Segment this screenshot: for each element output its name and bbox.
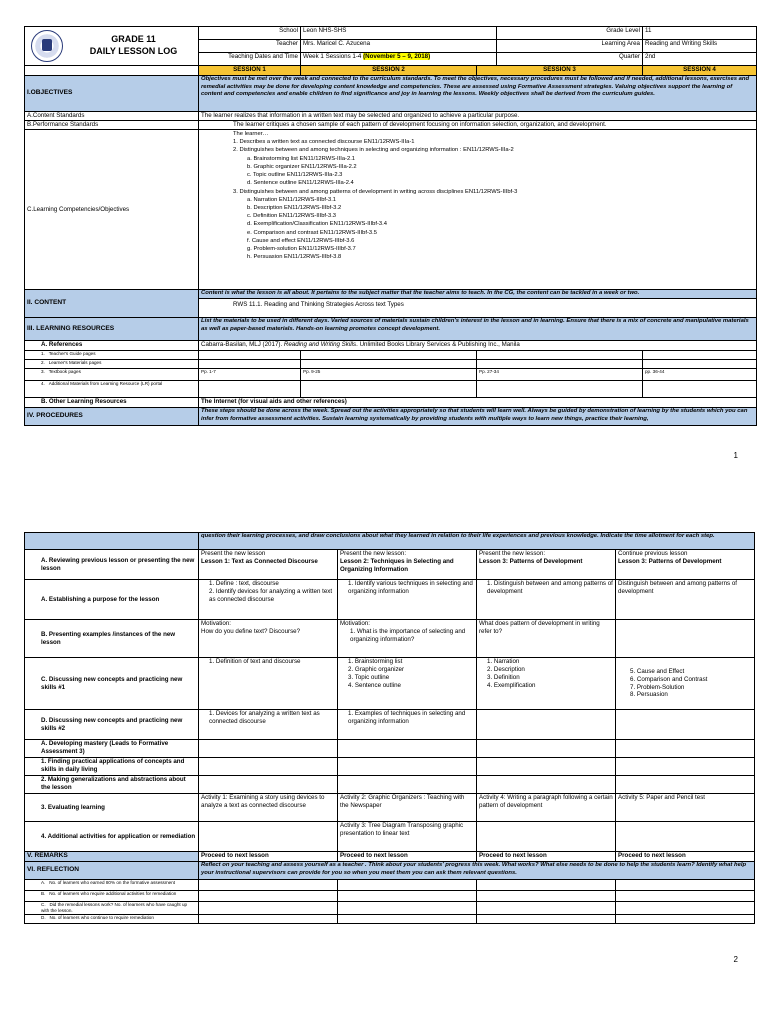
other-resources-value: The Internet (for visual aids and other references) [199, 398, 757, 408]
session-2-header: SESSION 2 [301, 66, 477, 76]
reflection-a-s1 [199, 880, 338, 891]
examples-s1 [199, 620, 338, 658]
discuss-1-s3 [477, 658, 616, 710]
remarks-s2: Proceed to next lesson [338, 852, 477, 862]
textbook-pages-s3: Pp. 27-34 [477, 369, 643, 381]
procedures-label: IV. PROCEDURES [25, 408, 199, 426]
reflection-item-a-num: A. [41, 880, 46, 885]
generalize-s4 [616, 776, 755, 794]
content-value: RWS 11.1. Reading and Thinking Strategies Across text Types [233, 300, 404, 308]
school-value: Leon NHS-SHS [301, 27, 497, 40]
competencies-label: C.Learning Competencies/Objectives [25, 130, 199, 290]
competency-item: g. Problem-solution EN11/12RWS-IIIbf-3.7 [247, 246, 356, 253]
discuss-2-s2 [338, 710, 477, 740]
discuss-2-s4 [616, 710, 755, 740]
discuss-1-s4-item: 6. Comparison and Contrast [630, 675, 708, 683]
content-standards-value: The learner realizes that information in a written text may be selected and organized to achieve a particular purpose. [199, 112, 757, 121]
reflection-b-s1 [199, 891, 338, 902]
procedures-note-cont: question their learning processes, and draw conclusions about what they learned in relation to their life experiences and previous knowledge. Indicate the time allotment for each step. [199, 533, 755, 550]
references-value [199, 341, 757, 351]
teachers-guide-s2 [301, 351, 477, 360]
reflection-item-a-text: No. of learners who earned 80% on the formative assessment [49, 880, 176, 885]
header-logo-title-cell [25, 27, 199, 66]
reflection-c-s1 [199, 902, 338, 915]
competency-item: 2. Distinguishes between and among techniques in selecting and organizing information : EN11/12RWS-IIIa-2 [233, 147, 514, 154]
purpose-s2 [338, 580, 477, 620]
reflection-a-s3 [477, 880, 616, 891]
evaluate-s1: Activity 1: Examining a story using devices to analyze a text as connected discourse [199, 794, 338, 822]
textbook-pages-s1: Pp. 1-7 [199, 369, 301, 381]
purpose-label: A. Establishing a purpose for the lesson [25, 580, 199, 620]
discuss-2-label: D. Discussing new concepts and practicing new skills #2 [25, 710, 199, 740]
reflection-d-s1 [199, 914, 338, 923]
mastery-s4 [616, 740, 755, 758]
session-blank-cell [25, 66, 199, 76]
additional-materials-s4 [643, 381, 757, 398]
learners-materials-num: 2. [41, 360, 45, 365]
reflection-label: VI. REFLECTION [25, 862, 199, 880]
competency-item: f. Cause and effect EN11/12RWS-IIIbf-3.6 [247, 237, 355, 244]
reviewing-s2-line: Present the new lesson: [340, 550, 407, 557]
additional-materials-s3 [477, 381, 643, 398]
reviewing-label: A. Reviewing previous lesson or presenting the new lesson [25, 550, 199, 580]
additional-materials-label [25, 381, 199, 398]
discuss-1-s3-item: 4. Exemplification [487, 681, 536, 689]
references-publisher: . Unlimited Books Library Services & Publishing Inc., Manila [356, 341, 520, 348]
grade-title: GRADE 11 [111, 34, 156, 45]
reflection-item-b-num: B. [41, 891, 46, 896]
reviewing-s3 [477, 550, 616, 580]
discuss-1-s4-item: 8. Persuasion [630, 691, 668, 699]
additional-s4 [616, 822, 755, 852]
reflection-item-c-text: Did the remedial lessons work? No. of learners who have caught up with the lesson. [41, 902, 188, 913]
discuss-1-s4-item: 7. Problem-Solution [630, 683, 685, 691]
additional-label: 4. Additional activities for application or remediation [25, 822, 199, 852]
competency-item: e. Comparison and contrast EN11/12RWS-IIIbf-3.5 [247, 229, 377, 236]
references-book-title: Reading and Writing Skills [283, 341, 357, 348]
reflection-d-s2 [338, 914, 477, 923]
performance-standards-label: B.Performance Standards [25, 121, 199, 130]
mastery-s3 [477, 740, 616, 758]
reflection-c-s3 [477, 902, 616, 915]
reflection-item-c-num: C. [41, 902, 46, 907]
mastery-s2 [338, 740, 477, 758]
reviewing-s3-line: Present the new lesson: [479, 550, 546, 557]
reflection-item-d [25, 914, 199, 923]
finding-label: 1. Finding practical applications of concepts and skills in daily living [25, 758, 199, 776]
reflection-item-a [25, 880, 199, 891]
reflection-b-s3 [477, 891, 616, 902]
competency-item: d. Sentence outline EN11/12RWS-IIIa-2.4 [247, 180, 354, 187]
competency-item: b. Description EN11/12RWS-IIIbf-3.2 [247, 204, 342, 211]
examples-s4 [616, 620, 755, 658]
learners-materials-s1 [199, 360, 301, 369]
reflection-note: Reflect on your teaching and assess yourself as a teacher . Think about your students' progress this week. What works? What else needs to be done to help the students learn? Identify what help your instructional supervisors can provide for you so when you meet them you can ask them relevant questions. [199, 862, 755, 880]
reviewing-s4 [616, 550, 755, 580]
discuss-1-s2-item: 1. Brainstorming list [348, 658, 403, 665]
discuss-1-s2-item: 4. Sentence outline [348, 681, 401, 689]
reflection-c-s2 [338, 902, 477, 915]
generalize-label: 2. Making generalizations and abstractions about the lesson [25, 776, 199, 794]
teachers-guide-s3 [477, 351, 643, 360]
reflection-b-s2 [338, 891, 477, 902]
finding-s1 [199, 758, 338, 776]
content-cell [199, 290, 757, 318]
competency-item: a. Narration EN11/12RWS-IIIbf-3.1 [247, 196, 337, 203]
examples-label: B. Presenting examples /instances of the new lesson [25, 620, 199, 658]
textbook-pages-text: Textbook pages [48, 369, 81, 374]
examples-s1-line: How do you define text? Discourse? [201, 627, 301, 635]
procedures-note: These steps should be done across the week. Spread out the activities appropriately so that students will learn well. Always be guided by demonstration of learning by the students which you can infer from formative assessment activities. Sustain learning systematically by providing students with multiple ways to learn new things, practice their learning, [199, 408, 757, 426]
evaluate-label: 3. Evaluating learning [25, 794, 199, 822]
quarter-value: 2nd [643, 53, 757, 66]
purpose-s3-item: 1. Distinguish between and among patterns of development [487, 580, 613, 595]
remarks-s4: Proceed to next lesson [616, 852, 755, 862]
purpose-s1 [199, 580, 338, 620]
additional-materials-s2 [301, 381, 477, 398]
evaluate-s2: Activity 2: Graphic Organizers : Teaching with the Newspaper [338, 794, 477, 822]
reviewing-s1 [199, 550, 338, 580]
competency-item: 1. Describes a written text as connected discourse EN11/12RWS-IIIa-1 [233, 139, 415, 146]
generalize-s2 [338, 776, 477, 794]
remarks-s3: Proceed to next lesson [477, 852, 616, 862]
competency-item: c. Definition EN11/12RWS-IIIbf-3.3 [247, 213, 337, 220]
teaching-dates-label: Teaching Dates and Time [199, 53, 301, 66]
learners-materials-s4 [643, 360, 757, 369]
reflection-item-b [25, 891, 199, 902]
grade-level-value: 11 [643, 27, 757, 40]
learning-resources-note: List the materials to be used in different days. Varied sources of materials sustain children's interest in the lesson and in learning. Ensure that there is a mix of concrete and manipulative materials as well as paper-based materials. Hands-on learning promotes concept development. [199, 318, 757, 341]
reflection-d-s4 [616, 914, 755, 923]
teachers-guide-label [25, 351, 199, 360]
reviewing-s2 [338, 550, 477, 580]
textbook-pages-num: 3. [41, 369, 45, 374]
learning-area-value: Reading and Writing Skills [643, 40, 757, 53]
page-2 [24, 532, 754, 924]
competency-item: h. Persuasion EN11/12RWS-IIIbf-3.8 [247, 254, 342, 261]
reflection-item-b-text: No. of learners who require additional activities for remediation [49, 891, 177, 896]
page-number-2: 2 [733, 955, 738, 964]
examples-s2-line: Motivation: [340, 620, 370, 627]
lesson-log-table-page-2 [24, 532, 755, 924]
discuss-1-s2-item: 2. Graphic organizer [348, 665, 405, 673]
references-author: Cabarra-Basilan, MLJ (2017). [201, 341, 284, 348]
reviewing-s1-lesson: Lesson 1: Text as Connected Discourse [201, 557, 318, 565]
objectives-note: Objectives must be met over the week and connected to the curriculum standards. To meet the objectives, necessary procedures must be followed and if needed, additional lessons, exercises and remedial activities may be done for developing content knowledge and competencies. These are assessed using Formative Assessment strategies. Valuing objectives support the learning of content and competencies and enable children to find significance and joy in learning the lessons. Weekly objectives shall be derived from the curriculum guides. [199, 76, 757, 112]
mastery-label: A. Developing mastery (Leads to Formative Assessment 3) [25, 740, 199, 758]
purpose-s3 [477, 580, 616, 620]
reflection-c-s4 [616, 902, 755, 915]
learners-materials-text: Learner's Materials pages [48, 360, 102, 365]
teaching-dates-text: Week 1 Sessions 1-4 [303, 53, 364, 60]
remarks-label: V. REMARKS [25, 852, 199, 862]
textbook-pages-s2: Pp. 9-25 [301, 369, 477, 381]
examples-s3 [477, 620, 616, 658]
page-1 [24, 26, 754, 426]
purpose-s4-item: Distinguish between and among patterns of development [618, 580, 738, 595]
deped-seal-icon [31, 30, 63, 62]
textbook-pages-label [25, 369, 199, 381]
finding-s2 [338, 758, 477, 776]
daily-lesson-log-title: DAILY LESSON LOG [89, 46, 178, 56]
finding-s3 [477, 758, 616, 776]
reviewing-s4-lesson: Lesson 3: Patterns of Development [618, 557, 722, 565]
additional-materials-num: 4. [41, 381, 45, 386]
evaluate-s3: Activity 4: Writing a paragraph following a certain pattern of development [477, 794, 616, 822]
references-label: A. References [25, 341, 199, 351]
examples-s3-line: What does pattern of development in writing refer to? [479, 620, 600, 635]
competencies-cell [199, 130, 757, 290]
competency-item: d. Exemplification/Classification EN11/12RWS-IIIbf-3.4 [247, 221, 387, 228]
performance-standards-value: The learner critiques a chosen sample of each pattern of development focusing on information selection, organization, and development. [199, 121, 757, 130]
discuss-1-s1-item: 1. Definition of text and discourse [209, 658, 301, 665]
competency-item: a. Brainstorming list EN11/12RWS-IIIa-2.1 [247, 155, 356, 162]
other-resources-label: B. Other Learning Resources [25, 398, 199, 408]
discuss-1-s3-item: 2. Description [487, 665, 525, 673]
learners-materials-s2 [301, 360, 477, 369]
grade-level-label: Grade Level [497, 27, 643, 40]
examples-s2-line: 1. What is the importance of selecting and organizing information? [350, 627, 466, 643]
additional-s1 [199, 822, 338, 852]
procedures-cont-blank [25, 533, 199, 550]
learning-resources-label: III. LEARNING RESOURCES [25, 318, 199, 341]
discuss-1-s2 [338, 658, 477, 710]
discuss-1-s4 [616, 658, 755, 710]
examples-s1-line: Motivation: [201, 620, 231, 627]
reflection-d-s3 [477, 914, 616, 923]
discuss-1-s4-item: 5. Cause and Effect [630, 667, 685, 675]
competency-item: b. Graphic organizer EN11/12RWS-IIIa-2.2 [247, 163, 357, 170]
teachers-guide-s4 [643, 351, 757, 360]
reflection-a-s2 [338, 880, 477, 891]
learners-materials-label [25, 360, 199, 369]
additional-materials-text: Additional Materials from Learning Resource (LR) portal [48, 381, 163, 386]
reflection-item-c [25, 902, 199, 915]
reviewing-s1-line: Present the new lesson [201, 550, 266, 557]
finding-s4 [616, 758, 755, 776]
discuss-1-s3-item: 3. Definition [487, 673, 520, 681]
session-3-header: SESSION 3 [477, 66, 643, 76]
content-label: II. CONTENT [25, 290, 199, 318]
teachers-guide-s1 [199, 351, 301, 360]
reviewing-s3-lesson: Lesson 3: Patterns of Development [479, 557, 583, 565]
teacher-label: Teacher [199, 40, 301, 53]
quarter-label: Quarter [497, 53, 643, 66]
teachers-guide-num: 1. [41, 351, 45, 356]
purpose-s4 [616, 580, 755, 620]
teaching-dates-value [301, 53, 497, 66]
generalize-s3 [477, 776, 616, 794]
discuss-1-s3-item: 1. Narration [487, 658, 520, 665]
purpose-s2-item: 1. Identify various techniques in selecting and organizing information [348, 580, 473, 595]
textbook-pages-s4: pp. 36-44 [643, 369, 757, 381]
evaluate-s4: Activity 5: Paper and Pencil test [616, 794, 755, 822]
learning-area-label: Learning Area [497, 40, 643, 53]
page-number-1: 1 [733, 451, 738, 460]
competencies-intro: The learner… [233, 131, 269, 137]
teacher-value: Mrs. Maricel C. Azucena [301, 40, 497, 53]
discuss-2-s1 [199, 710, 338, 740]
reviewing-s2-lesson: Lesson 2: Techniques in Selecting and Organizing Information [340, 557, 454, 573]
discuss-2-s3 [477, 710, 616, 740]
session-4-header: SESSION 4 [643, 66, 757, 76]
mastery-s1 [199, 740, 338, 758]
discuss-2-s1-item: 1. Devices for analyzing a written text as connected discourse [209, 710, 320, 725]
generalize-s1 [199, 776, 338, 794]
reflection-a-s4 [616, 880, 755, 891]
session-1-header: SESSION 1 [199, 66, 301, 76]
school-label: School [199, 27, 301, 40]
additional-s2: Activity 3: Tree Diagram Transposing graphic presentation to linear text [338, 822, 477, 852]
reflection-b-s4 [616, 891, 755, 902]
purpose-s1-item: 1. Define : text, discourse [209, 580, 279, 587]
objectives-label: I.OBJECTIVES [25, 76, 199, 112]
teachers-guide-text: Teacher's Guide pages [48, 351, 96, 356]
lesson-log-table-page-1 [24, 26, 757, 426]
discuss-2-s2-item: 1. Examples of techniques in selecting and organizing information [348, 710, 466, 725]
competency-item: c. Topic outline EN11/12RWS-IIIa-2.3 [247, 172, 343, 179]
discuss-1-s1 [199, 658, 338, 710]
competency-item: 3. Distinguishes between and among patterns of development in writing across disciplines EN11/12RWS-IIIbf-3 [233, 188, 518, 195]
examples-s2 [338, 620, 477, 658]
content-standards-label: A.Content Standards [25, 112, 199, 121]
teaching-dates-highlight: (November 5 – 9, 2018) [363, 53, 431, 60]
additional-materials-s1 [199, 381, 301, 398]
discuss-1-label: C. Discussing new concepts and practicing new skills #1 [25, 658, 199, 710]
reflection-item-d-text: No. of learners who continue to require remediation [49, 914, 154, 920]
content-note: Content is what the lesson is all about. It pertains to the subject matter that the teacher aims to teach. In the CG, the content can be tackled in a week or two. [199, 290, 756, 299]
purpose-s1-item: 2. Identify devices for analyzing a written text as connected discourse [209, 587, 333, 603]
reflection-item-d-num: D. [41, 914, 46, 920]
learners-materials-s3 [477, 360, 643, 369]
remarks-s1: Proceed to next lesson [199, 852, 338, 862]
additional-s3 [477, 822, 616, 852]
discuss-1-s2-item: 3. Topic outline [348, 673, 390, 681]
reviewing-s4-line: Continue previous lesson [618, 550, 688, 557]
